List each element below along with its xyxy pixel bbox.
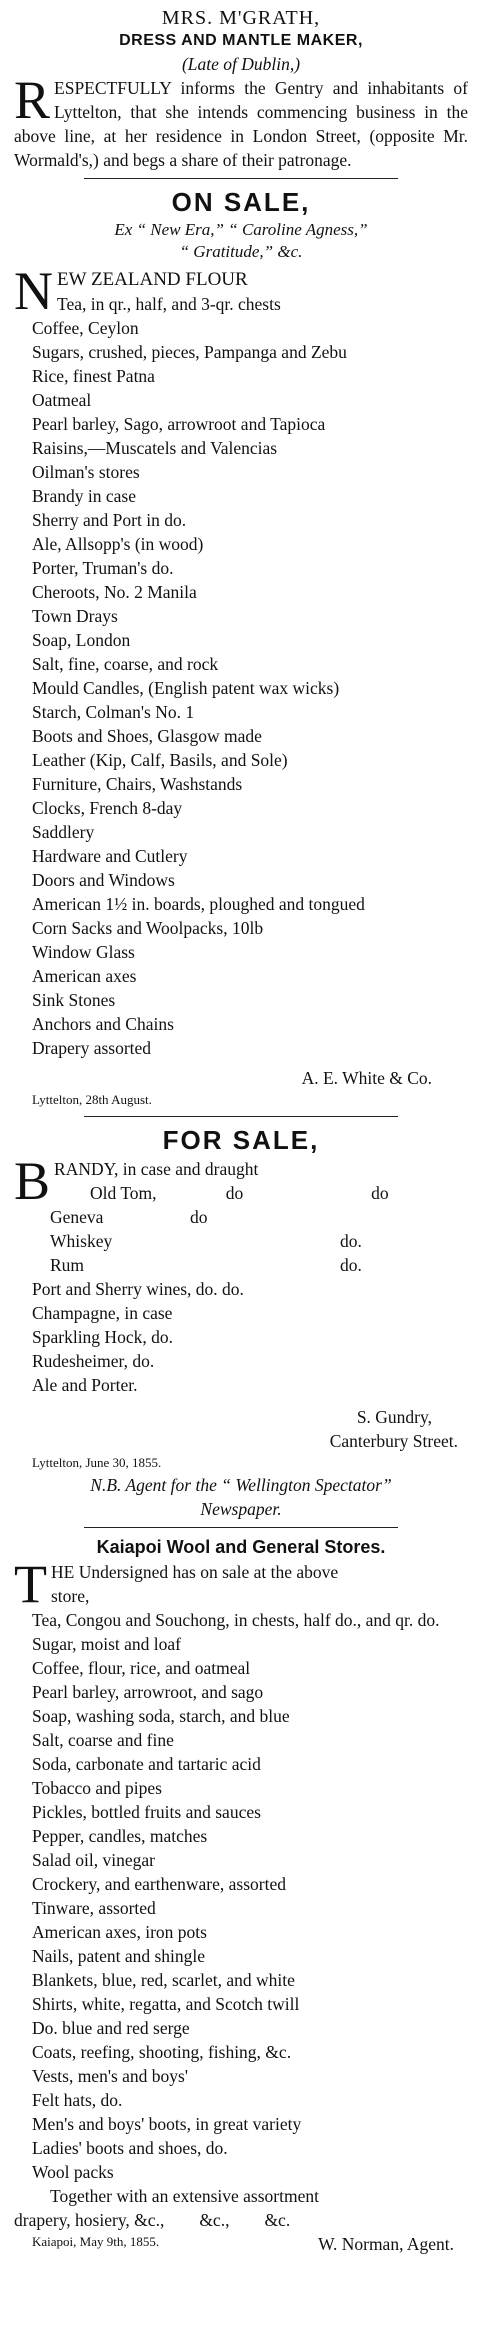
footer-line bbox=[14, 2232, 468, 2256]
lead-text: EW ZEALAND FLOUR bbox=[57, 269, 248, 290]
list-item: Sparkling Hock, do. bbox=[32, 1327, 173, 1347]
table-cell: do bbox=[225, 1183, 244, 1203]
table-cell: do bbox=[190, 1207, 208, 1227]
list-item: Port and Sherry wines, do. do. bbox=[32, 1279, 244, 1299]
table-cell bbox=[340, 1205, 440, 1229]
advert-body bbox=[14, 70, 469, 172]
list-item: Coffee, Ceylon bbox=[32, 318, 139, 338]
closing-line: Together with an extensive assortment bbox=[50, 2186, 319, 2206]
agent-note: N.B. Agent for the “ Wellington Spectator” bbox=[90, 1475, 392, 1495]
goods-list bbox=[14, 1277, 468, 1397]
list-item: Rudesheimer, do. bbox=[32, 1351, 155, 1371]
list-item: Soap, washing soda, starch, and blue bbox=[32, 1706, 290, 1726]
table-cell: Old Tom, bbox=[90, 1183, 157, 1203]
advert-for-sale bbox=[14, 1123, 468, 1521]
advertiser-trade: DRESS AND MANTLE MAKER, bbox=[119, 32, 363, 49]
list-item: Rice, finest Patna bbox=[32, 366, 155, 386]
list-item: Vests, men's and boys' bbox=[32, 2066, 189, 2086]
list-item: Salad oil, vinegar bbox=[32, 1850, 155, 1870]
list-item: Oilman's stores bbox=[32, 462, 140, 482]
list-item: Furniture, Chairs, Washstands bbox=[32, 774, 243, 794]
list-item: Men's and boys' boots, in great variety bbox=[32, 2114, 302, 2134]
list-item: American axes, iron pots bbox=[32, 1922, 207, 1942]
advert-body-first: ESPECTFULLY informs the Gentry bbox=[54, 78, 324, 98]
section-heading: Kaiapoi Wool and General Stores. bbox=[96, 1537, 386, 1557]
ships-line: “ Gratitude,” &c. bbox=[179, 242, 303, 261]
list-item: American axes bbox=[32, 966, 137, 986]
list-item: Clocks, French 8-day bbox=[32, 798, 183, 818]
list-item: Doors and Windows bbox=[32, 870, 175, 890]
list-item: Tinware, assorted bbox=[32, 1898, 156, 1918]
divider-rule bbox=[84, 1527, 398, 1528]
list-item: Tea, Congou and Souchong, in chests, half do., and qr. do. bbox=[32, 1610, 440, 1630]
signature: W. Norman, Agent. bbox=[318, 2234, 454, 2254]
list-item: Coffee, flour, rice, and oatmeal bbox=[32, 1658, 251, 1678]
table-cell: Rum bbox=[50, 1255, 85, 1275]
list-item: Shirts, white, regatta, and Scotch twill bbox=[32, 1994, 300, 2014]
closing-line-cont: drapery, hosiery, &c., &c., &c. bbox=[14, 2210, 291, 2230]
section-heading: ON SALE, bbox=[171, 187, 311, 217]
signature-address: Canterbury Street. bbox=[329, 1431, 458, 1451]
list-item: Tea, in qr., half, and 3-qr. chests bbox=[57, 294, 281, 314]
list-item: Saddlery bbox=[32, 822, 95, 842]
list-item: Porter, Truman's do. bbox=[32, 558, 174, 578]
lead-text: HE Undersigned has on sale at the above bbox=[51, 1562, 339, 1582]
table-cell: do. bbox=[340, 1231, 362, 1251]
list-item: Oatmeal bbox=[32, 390, 92, 410]
advert-date: Lyttelton, June 30, 1855. bbox=[32, 1455, 162, 1470]
advert-date: Lyttelton, 28th August. bbox=[32, 1092, 152, 1107]
goods-list bbox=[14, 1608, 468, 2184]
advert-date: Kaiapoi, May 9th, 1855. bbox=[32, 2234, 160, 2249]
advert-body-rest: and inhabitants of Lyttelton, that she intends commencing business in the above line, at her residence in London Street, (opposite Mr. Wormald's,) and begs a share of their patronage. bbox=[14, 78, 469, 170]
table-cell: do bbox=[371, 1183, 389, 1203]
advertiser-origin: (Late of Dublin,) bbox=[181, 54, 301, 74]
signature: A. E. White & Co. bbox=[301, 1068, 432, 1088]
list-item: Sink Stones bbox=[32, 990, 116, 1010]
section-heading: FOR SALE, bbox=[162, 1125, 320, 1155]
ships-line: Ex “ New Era,” “ Caroline Agness,” bbox=[114, 220, 368, 239]
list-item: Pearl barley, arrowroot, and sago bbox=[32, 1682, 264, 1702]
list-item: Ale and Porter. bbox=[32, 1375, 138, 1395]
list-item: Salt, fine, coarse, and rock bbox=[32, 654, 219, 674]
advert-kaiapoi bbox=[14, 1534, 468, 2256]
table-cell bbox=[190, 1229, 340, 1253]
lead-text-cont: store, bbox=[51, 1586, 90, 1606]
drop-capital: R bbox=[14, 70, 51, 130]
list-item: Ale, Allsopp's (in wood) bbox=[32, 534, 204, 554]
list-item: Drapery assorted bbox=[32, 1038, 152, 1058]
list-item: Window Glass bbox=[32, 942, 135, 962]
advert-on-sale bbox=[14, 185, 468, 1110]
list-item: Soap, London bbox=[32, 630, 131, 650]
list-item: Felt hats, do. bbox=[32, 2090, 123, 2110]
list-item: Do. blue and red serge bbox=[32, 2018, 190, 2038]
list-item: Raisins,—Muscatels and Valencias bbox=[32, 438, 278, 458]
goods-list bbox=[14, 292, 468, 1060]
table-row bbox=[14, 1205, 468, 1229]
list-item: Pickles, bottled fruits and sauces bbox=[32, 1802, 261, 1822]
list-item: American 1½ in. boards, ploughed and tongued bbox=[32, 894, 365, 914]
list-item: Crockery, and earthenware, assorted bbox=[32, 1874, 286, 1894]
list-item: Salt, coarse and fine bbox=[32, 1730, 174, 1750]
list-item: Sherry and Port in do. bbox=[32, 510, 187, 530]
list-item: Sugar, moist and loaf bbox=[32, 1634, 181, 1654]
list-item: Mould Candles, (English patent wax wicks) bbox=[32, 678, 340, 698]
list-item: Cheroots, No. 2 Manila bbox=[32, 582, 197, 602]
list-item: Brandy in case bbox=[32, 486, 136, 506]
list-item: Pepper, candles, matches bbox=[32, 1826, 208, 1846]
list-item: Champagne, in case bbox=[32, 1303, 173, 1323]
drop-capital: N bbox=[14, 261, 53, 321]
list-item: Pearl barley, Sago, arrowroot and Tapioca bbox=[32, 414, 326, 434]
signature-name: S. Gundry, bbox=[356, 1407, 432, 1427]
drop-capital: B bbox=[14, 1151, 51, 1211]
list-item: Hardware and Cutlery bbox=[32, 846, 188, 866]
list-item: Corn Sacks and Woolpacks, 10lb bbox=[32, 918, 264, 938]
table-row bbox=[14, 1229, 468, 1253]
list-item: Soda, carbonate and tartaric acid bbox=[32, 1754, 261, 1774]
spirits-table bbox=[14, 1181, 468, 1277]
list-item: Tobacco and pipes bbox=[32, 1778, 162, 1798]
table-row bbox=[54, 1181, 468, 1205]
drop-capital: T bbox=[14, 1554, 47, 1614]
list-item: Town Drays bbox=[32, 606, 118, 626]
table-row bbox=[14, 1253, 468, 1277]
divider-rule bbox=[84, 178, 398, 179]
table-cell: Whiskey bbox=[50, 1231, 113, 1251]
advert-mrs-mgrath bbox=[14, 6, 468, 172]
table-cell bbox=[190, 1253, 340, 1277]
list-item: Starch, Colman's No. 1 bbox=[32, 702, 195, 722]
divider-rule bbox=[84, 1116, 398, 1117]
list-item: Coats, reefing, shooting, fishing, &c. bbox=[32, 2042, 292, 2062]
table-cell: Geneva bbox=[50, 1207, 104, 1227]
list-item: Nails, patent and shingle bbox=[32, 1946, 206, 1966]
list-item: Leather (Kip, Calf, Basils, and Sole) bbox=[32, 750, 288, 770]
list-item: Blankets, blue, red, scarlet, and white bbox=[32, 1970, 295, 1990]
table-cell: do. bbox=[340, 1255, 362, 1275]
list-item: Wool packs bbox=[32, 2162, 114, 2182]
list-item: Boots and Shoes, Glasgow made bbox=[32, 726, 262, 746]
agent-note-cont: Newspaper. bbox=[200, 1499, 282, 1519]
list-item: Anchors and Chains bbox=[32, 1014, 174, 1034]
advertiser-name: MRS. M'GRATH, bbox=[161, 7, 321, 29]
lead-text: RANDY, in case and draught bbox=[54, 1159, 259, 1179]
list-item: Ladies' boots and shoes, do. bbox=[32, 2138, 228, 2158]
list-item: Sugars, crushed, pieces, Pampanga and Zebu bbox=[32, 342, 347, 362]
